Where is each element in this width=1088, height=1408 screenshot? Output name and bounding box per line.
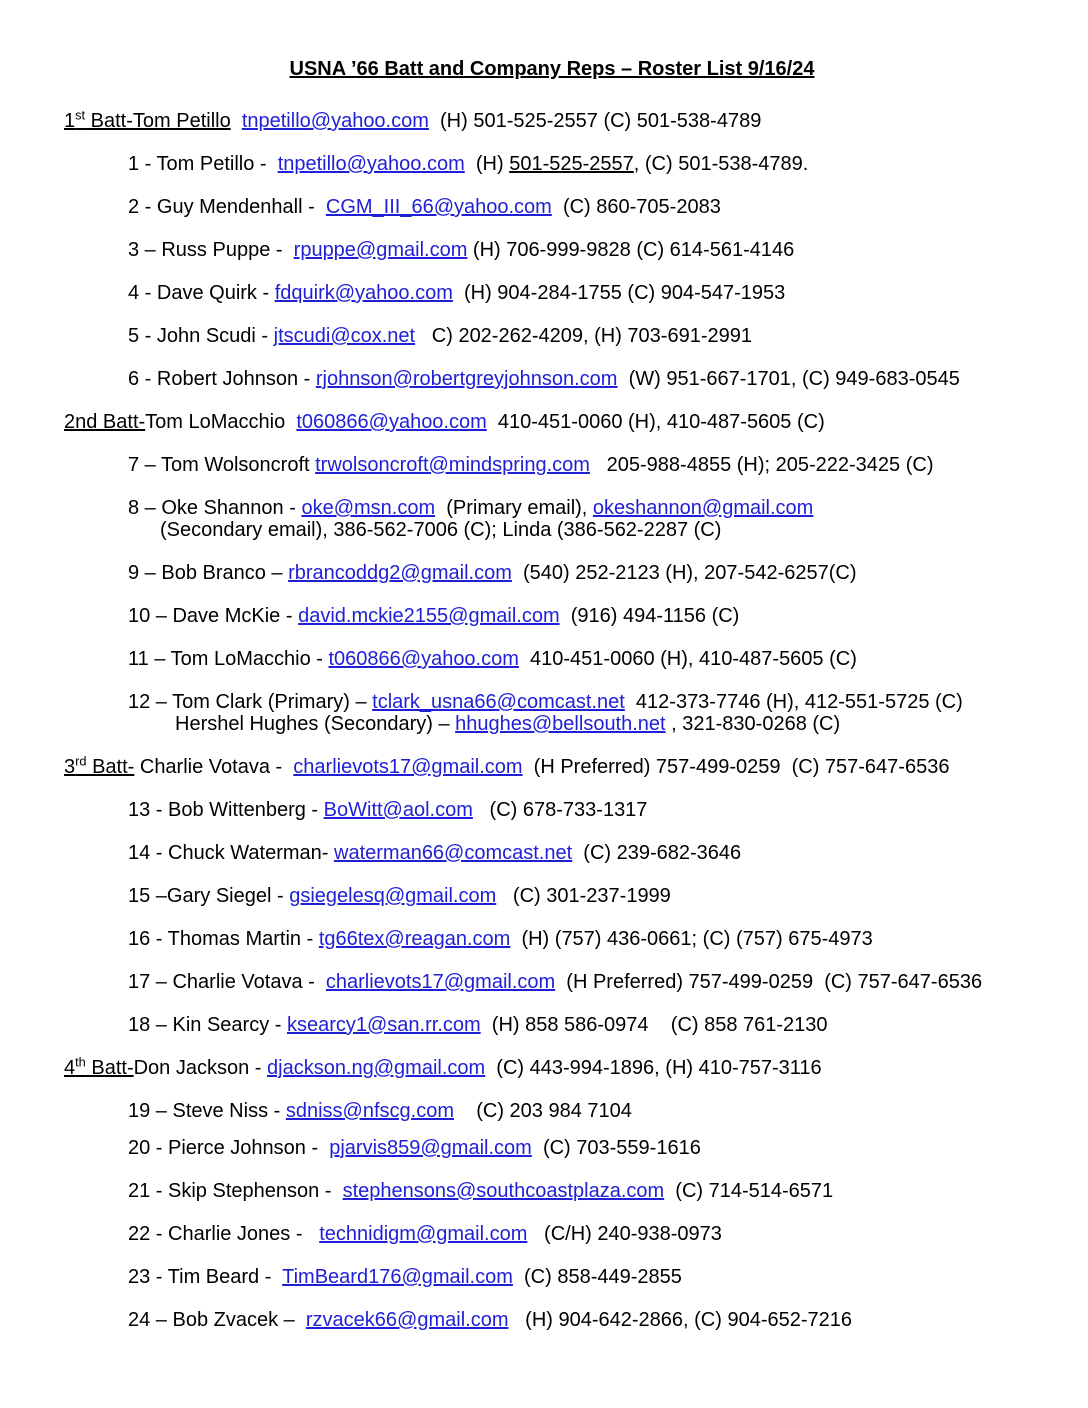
email-link[interactable]: t060866@yahoo.com [296, 411, 487, 433]
text-segment: 17 – Charlie Votava - [128, 971, 326, 993]
text-segment: (C/H) 240-938-0973 [527, 1223, 722, 1245]
text-segment: 24 – Bob Zvacek – [128, 1309, 306, 1331]
text-segment: (C) 678-733-1317 [472, 799, 648, 821]
text-segment: (540) 252-2123 (H), 207-542-6257(C) [511, 562, 857, 584]
rep-row [64, 1137, 1040, 1159]
roster-line [64, 153, 1040, 175]
document-title: USNA ’66 Batt and Company Reps – Roster List 9/16/24 [289, 58, 815, 80]
rep-row [64, 325, 1040, 347]
text-segment: 5 - John Scudi - [128, 325, 274, 347]
rep-row [64, 842, 1040, 864]
roster-line [64, 691, 1040, 713]
text-segment: C) 202-262-4209, (H) 703-691-2991 [415, 325, 752, 347]
rep-row [64, 1180, 1040, 1202]
roster-line [64, 1054, 1040, 1079]
email-link[interactable]: technidigm@gmail.com [319, 1223, 528, 1245]
email-link[interactable]: pjarvis859@gmail.com [329, 1137, 532, 1159]
roster-line [64, 753, 1040, 778]
email-link[interactable]: ksearcy1@san.rr.com [286, 1014, 481, 1036]
text-segment: (H) 904-284-1755 (C) 904-547-1953 [452, 282, 786, 304]
email-link[interactable]: tnpetillo@yahoo.com [277, 153, 465, 175]
rep-row [64, 239, 1040, 261]
rep-row [64, 282, 1040, 304]
text-segment: (Secondary email), 386-562-7006 (C); Linda (386-562-2287 (C) [160, 519, 722, 541]
rep-row [64, 1100, 1040, 1122]
text-segment: 14 - Chuck Waterman- [128, 842, 334, 864]
text-segment: 4 - Dave Quirk - [128, 282, 275, 304]
email-link[interactable]: djackson.ng@gmail.com [267, 1057, 486, 1079]
text-segment: (H Preferred) 757-499-0259 (C) 757-647-6536 [555, 971, 983, 993]
rep-row [64, 497, 1040, 541]
text-segment: (H) 501-525-2557 (C) 501-538-4789 [428, 110, 762, 132]
email-link[interactable]: rjohnson@robertgreyjohnson.com [315, 368, 618, 390]
roster-line [64, 282, 1040, 304]
email-link[interactable]: david.mckie2155@gmail.com [298, 605, 560, 627]
ordinal-suffix: st [75, 107, 86, 123]
rep-row [64, 1223, 1040, 1245]
batt-header-row [64, 753, 1040, 778]
text-segment: Batt- [86, 756, 135, 778]
rep-row [64, 648, 1040, 670]
text-segment: (H) [464, 153, 510, 175]
email-link[interactable]: stephensons@southcoastplaza.com [342, 1180, 665, 1202]
text-segment: (C) 860-705-2083 [551, 196, 721, 218]
email-link[interactable]: CGM_III_66@yahoo.com [325, 196, 552, 218]
rep-row [64, 971, 1040, 993]
text-segment: 16 - Thomas Martin - [128, 928, 319, 950]
email-link[interactable]: oke@msn.com [301, 497, 436, 519]
text-segment: (H) (757) 436-0661; (C) (757) 675-4973 [510, 928, 873, 950]
text-segment: Hershel Hughes (Secondary) – [175, 713, 456, 735]
email-link[interactable]: gsiegelesq@gmail.com [289, 885, 497, 907]
rep-row [64, 691, 1040, 735]
email-link[interactable]: rbrancoddg2@gmail.com [288, 562, 512, 584]
roster-line [64, 196, 1040, 218]
rep-row [64, 153, 1040, 175]
roster-line [64, 971, 1040, 993]
text-segment: 4 [64, 1057, 76, 1079]
text-segment: 2nd Batt- [64, 411, 146, 433]
batt-label [64, 1054, 134, 1079]
batt-label [64, 411, 145, 433]
rep-row [64, 1266, 1040, 1288]
batt-label [64, 107, 231, 132]
email-link[interactable]: hhughes@bellsouth.net [455, 713, 666, 735]
text-segment: (H) 858 586-0974 (C) 858 761-2130 [480, 1014, 828, 1036]
rep-row [64, 605, 1040, 627]
text-segment: 20 - Pierce Johnson - [128, 1137, 330, 1159]
text-segment: (H) 904-642-2866, (C) 904-652-7216 [508, 1309, 853, 1331]
roster-line [64, 648, 1040, 670]
text-segment: 205-988-4855 (H); 205-222-3425 (C) [589, 454, 934, 476]
text-segment: (W) 951-667-1701, (C) 949-683-0545 [617, 368, 960, 390]
roster-line [64, 497, 1040, 519]
ordinal-suffix: th [75, 1054, 86, 1070]
text-segment: 15 –Gary Siegel - [128, 885, 290, 907]
text-segment: (C) 714-514-6571 [664, 1180, 834, 1202]
text-segment: 3 [64, 756, 76, 778]
roster-line [64, 799, 1040, 821]
batt-header-row [64, 411, 1040, 433]
email-link[interactable]: fdquirk@yahoo.com [274, 282, 453, 304]
text-segment: Tom LoMacchio [145, 411, 297, 433]
roster-line [64, 1223, 1040, 1245]
roster-list [64, 107, 1040, 1331]
text-segment: (H Preferred) 757-499-0259 (C) 757-647-6536 [522, 756, 950, 778]
rep-row [64, 1014, 1040, 1036]
text-segment: 10 – Dave McKie - [128, 605, 299, 627]
roster-line [64, 107, 1040, 132]
text-segment: (C) 239-682-3646 [572, 842, 742, 864]
email-link[interactable]: jtscudi@cox.net [273, 325, 416, 347]
email-link[interactable]: charlievots17@gmail.com [293, 756, 523, 778]
rep-row [64, 368, 1040, 390]
email-link[interactable]: tclark_usna66@comcast.net [372, 691, 625, 713]
text-segment: (C) 858-449-2855 [512, 1266, 682, 1288]
rep-row [64, 454, 1040, 476]
text-segment: 1 [64, 110, 76, 132]
roster-line [64, 411, 1040, 433]
email-link[interactable]: tnpetillo@yahoo.com [241, 110, 429, 132]
text-segment: (C) 203 984 7104 [453, 1100, 632, 1122]
email-link[interactable]: sdniss@nfscg.com [285, 1100, 454, 1122]
roster-line [64, 1266, 1040, 1288]
roster-line [64, 605, 1040, 627]
rep-row [64, 928, 1040, 950]
text-segment: 1 - Tom Petillo - [128, 153, 278, 175]
roster-line [64, 842, 1040, 864]
roster-line [64, 454, 1040, 476]
text-segment: 19 – Steve Niss - [128, 1100, 286, 1122]
email-link[interactable]: rpuppe@gmail.com [293, 239, 468, 261]
text-segment: 18 – Kin Searcy - [128, 1014, 287, 1036]
ordinal-suffix: rd [75, 753, 87, 769]
roster-line [64, 325, 1040, 347]
text-segment: 2 - Guy Mendenhall - [128, 196, 326, 218]
text-segment: 13 - Bob Wittenberg - [128, 799, 324, 821]
text-segment: 412-373-7746 (H), 412-551-5725 (C) [624, 691, 963, 713]
rep-row [64, 196, 1040, 218]
email-link[interactable]: t060866@yahoo.com [328, 648, 519, 670]
text-segment: (916) 494-1156 (C) [559, 605, 740, 627]
text-segment: 12 – Tom Clark (Primary) – [128, 691, 373, 713]
text-segment: (C) 443-994-1896, (H) 410-757-3116 [485, 1057, 822, 1079]
text-segment: 7 – Tom Wolsoncroft [128, 454, 316, 476]
text-segment: 11 – Tom LoMacchio - [128, 648, 329, 670]
roster-line [64, 928, 1040, 950]
email-link[interactable]: charlievots17@gmail.com [325, 971, 556, 993]
text-segment: 22 - Charlie Jones - [128, 1223, 320, 1245]
text-segment: (C) 301-237-1999 [496, 885, 671, 907]
roster-line [64, 239, 1040, 261]
text-segment: 9 – Bob Branco – [128, 562, 289, 584]
batt-header-row [64, 1054, 1040, 1079]
text-segment: (C) 703-559-1616 [531, 1137, 701, 1159]
roster-line [64, 368, 1040, 390]
batt-header-row [64, 107, 1040, 132]
text-segment: 410-451-0060 (H), 410-487-5605 (C) [518, 648, 857, 670]
roster-line [64, 519, 1040, 541]
email-link[interactable]: tg66tex@reagan.com [318, 928, 511, 950]
rep-row [64, 799, 1040, 821]
roster-line [64, 1100, 1040, 1122]
roster-line [64, 562, 1040, 584]
email-link[interactable]: rzvacek66@gmail.com [305, 1309, 509, 1331]
roster-line [64, 885, 1040, 907]
rep-row [64, 885, 1040, 907]
text-segment: , (C) 501-538-4789. [633, 153, 809, 175]
text-segment: (Primary email), [435, 497, 593, 519]
email-link[interactable]: BoWitt@aol.com [323, 799, 473, 821]
text-segment: 23 - Tim Beard - [128, 1266, 283, 1288]
text-segment: Charlie Votava - [134, 756, 294, 778]
roster-line [64, 1014, 1040, 1036]
text-segment: , 321-830-0268 (C) [665, 713, 841, 735]
text-segment: Don Jackson - [133, 1057, 267, 1079]
underlined-text: 501-525-2557 [509, 153, 634, 175]
roster-line [64, 1180, 1040, 1202]
email-link[interactable]: okeshannon@gmail.com [592, 497, 814, 519]
text-segment: 8 – Oke Shannon - [128, 497, 302, 519]
text-segment: 3 – Russ Puppe - [128, 239, 294, 261]
email-link[interactable]: waterman66@comcast.net [334, 842, 573, 864]
text-segment: 410-451-0060 (H), 410-487-5605 (C) [486, 411, 825, 433]
text-segment: Batt- [85, 1057, 134, 1079]
text-segment: Batt-Tom Petillo [85, 110, 231, 132]
rep-row [64, 562, 1040, 584]
roster-line [64, 1309, 1040, 1331]
roster-line [64, 713, 1040, 735]
email-link[interactable]: TimBeard176@gmail.com [282, 1266, 513, 1288]
email-link[interactable]: trwolsoncroft@mindspring.com [315, 454, 590, 476]
text-segment: 21 - Skip Stephenson - [128, 1180, 343, 1202]
text-segment: (H) 706-999-9828 (C) 614-561-4146 [467, 239, 795, 261]
text-segment [231, 110, 242, 132]
text-segment: 6 - Robert Johnson - [128, 368, 316, 390]
batt-label [64, 753, 135, 778]
rep-row [64, 1309, 1040, 1331]
roster-line [64, 1137, 1040, 1159]
